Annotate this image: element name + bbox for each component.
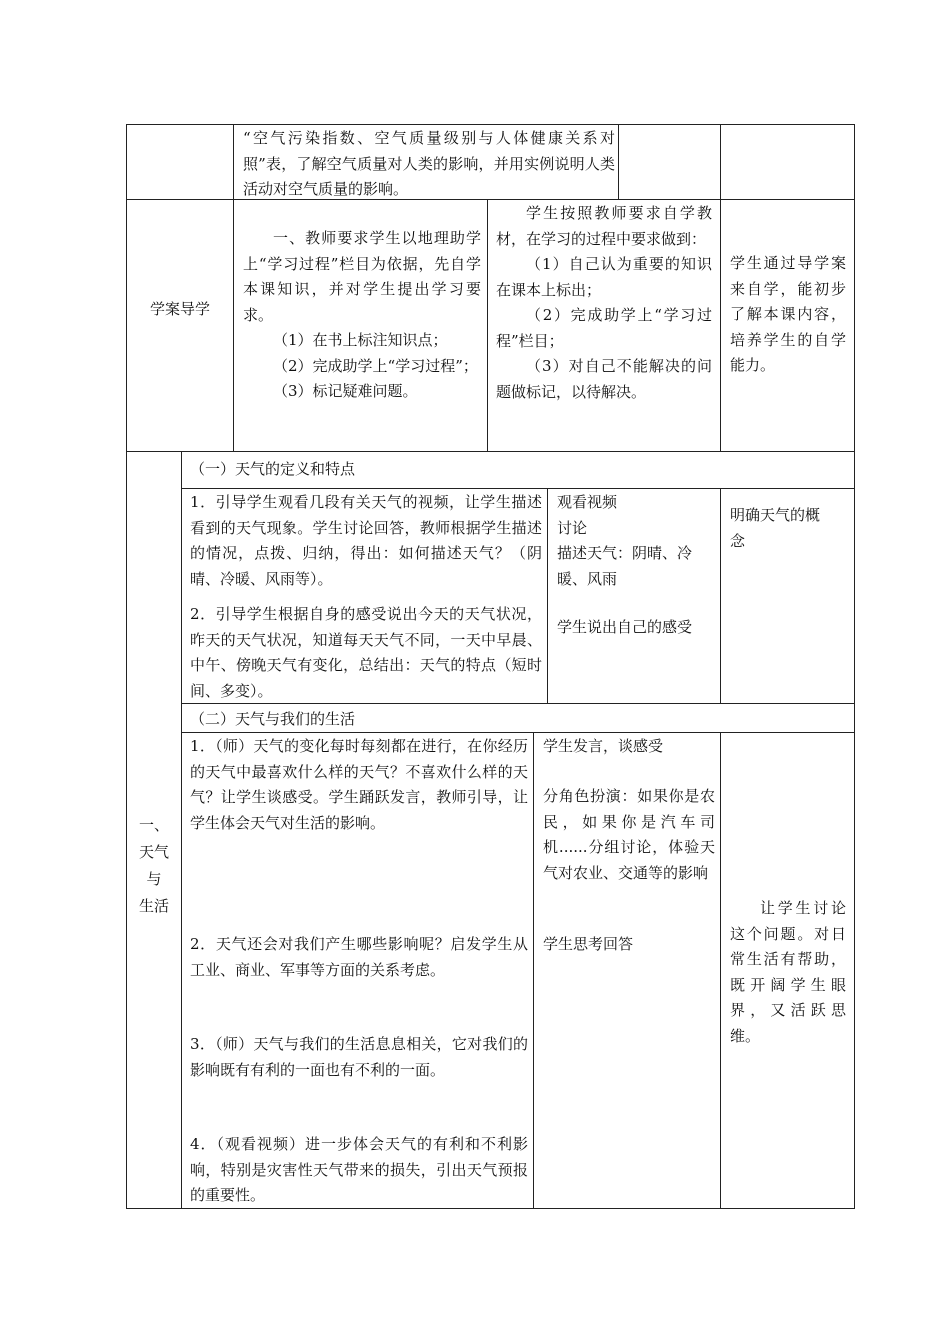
stage-line: 一、 [138, 816, 169, 834]
student-line: 观看视频 [557, 493, 618, 511]
teacher-activity-2: 2．引导学生根据自身的感受说出今天的天气状况，昨天的天气状况，知道每天天气不同，一天中早晨、中午、傍晚天气有变化，总结出：天气的特点（短时间、多变）。 [190, 605, 542, 700]
teacher-activity-study-guide [243, 226, 481, 405]
teacher-step-3: （3）标记疑难问题。 [273, 382, 418, 400]
student-activity-speak: 学生发言，谈感受 [543, 737, 664, 755]
stage-line: 天气 [138, 843, 169, 861]
student-step-1: （1）自己认为重要的知识在课本上标出； [496, 255, 712, 299]
student-instruction: 学生按照教师要求自学教材，在学习的过程中要求做到： [496, 204, 712, 248]
student-activity-think: 学生思考回答 [543, 935, 634, 953]
teacher-step-2: （2）完成助学上“学习过程”； [273, 356, 478, 375]
design-intent-part2: 让学生讨论这个问题。对日常生活有帮助，既开阔学生眼界，又活跃思维。 [730, 899, 846, 1045]
objective-text: “空气污染指数、空气质量级别与人体健康关系对照”表，了解空气质量对人类的影响，并用实例说明人类活动对空气质量的影响。 [243, 129, 615, 198]
student-activity-feeling: 学生说出自己的感受 [557, 618, 693, 636]
stage-line: 与 [146, 870, 162, 888]
student-line: 描述天气：阴晴、冷暖、风雨 [557, 544, 693, 588]
stage-line: 生活 [138, 897, 169, 915]
teacher-step-1: （1）在书上标注知识点； [273, 331, 448, 349]
teacher-activity-6: 4．（观看视频）进一步体会天气的有利和不利影响，特别是灾害性天气带来的损失，引出天气预报的重要性。 [190, 1135, 528, 1204]
design-intent-study-guide: 学生通过导学案来自学，能初步了解本课内容，培养学生的自学能力。 [730, 254, 846, 374]
student-step-3: （3）对自己不能解决的问题做标记，以待解决。 [496, 357, 712, 401]
stage-label-study-guide: 学案导学 [149, 300, 210, 318]
student-activity-part1 [557, 490, 717, 592]
stage-label-weather-life [127, 812, 181, 920]
teacher-activity-3: 1．（师）天气的变化每时每刻都在进行，在你经历的天气中最喜欢什么样的天气？不喜欢什么样的天气？让学生谈感受。学生踊跃发言，教师引导，让学生体会天气对生活的影响。 [190, 737, 528, 832]
design-intent-part1: 明确天气的概念 [730, 506, 821, 550]
student-activity-roleplay: 分角色扮演：如果你是农民，如果你是汽车司机......分组讨论，体验天气对农业、交通等的影响 [543, 787, 715, 882]
teacher-activity-1: 1．引导学生观看几段有关天气的视频，让学生描述看到的天气现象。学生讨论回答，教师根据学生描述的情况，点拨、归纳，得出：如何描述天气？（阴晴、冷暖、风雨等）。 [190, 493, 542, 588]
teacher-instruction: 一、教师要求学生以地理助学上“学习过程”栏目为依据，先自学本课知识，并对学生提出学习要求。 [243, 229, 481, 324]
teacher-activity-5: 3．（师）天气与我们的生活息息相关，它对我们的影响既有有利的一面也有不利的一面。 [190, 1035, 528, 1079]
student-step-2: （2）完成助学上“学习过程”栏目； [496, 306, 712, 350]
section-heading-definition: （一）天气的定义和特点 [190, 460, 356, 478]
student-line: 讨论 [557, 518, 588, 537]
teacher-activity-4: 2．天气还会对我们产生哪些影响呢？启发学生从工业、商业、军事等方面的关系考虑。 [190, 935, 528, 979]
section-heading-life: （二）天气与我们的生活 [190, 710, 356, 728]
student-activity-study-guide [496, 201, 712, 405]
